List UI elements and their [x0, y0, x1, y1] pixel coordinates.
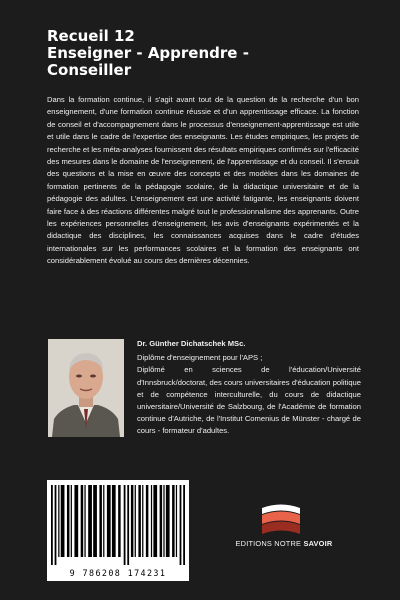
barcode-bar: [61, 485, 65, 557]
barcode-bar: [51, 485, 53, 565]
book-title: [47, 28, 367, 79]
isbn-digits: 9 786208 174231: [69, 568, 167, 578]
author-bio: Diplômé en sciences de l'éducation/Université d'Innsbruck/doctorat, des cours universitaires d'éducation politique et de compétence interculturelle, du cours de didactique universitaire/Université de Salzbourg, de l'Académie de formation continue d'Autriche, de l'Institut Comenius de Münster - chargé de cours - formateur d'adultes.: [137, 365, 361, 436]
publisher-name: [224, 539, 344, 548]
barcode-bar: [81, 485, 84, 557]
barcode-bar: [103, 485, 104, 557]
barcode-bar: [142, 485, 143, 557]
barcode-bar: [138, 485, 141, 557]
barcode-bar: [58, 485, 59, 557]
author-portrait-image: [48, 339, 124, 437]
author-photo: [48, 339, 124, 437]
barcode-bar: [180, 485, 182, 565]
barcode-bar: [172, 485, 175, 557]
barcode-bar: [163, 485, 164, 557]
barcode-bar: [118, 485, 121, 557]
barcode-bar: [153, 485, 157, 557]
author-diploma: Diplôme d'enseignement pour l'APS ;: [137, 353, 263, 363]
publisher-logo-icon: [258, 502, 304, 536]
barcode-bar: [112, 485, 116, 557]
publisher-name-regular: EDITIONS NOTRE: [235, 539, 304, 548]
barcode-bar: [146, 485, 149, 557]
author-info: [137, 338, 361, 438]
barcode-bar: [67, 485, 70, 557]
title-line-1: Recueil 12: [47, 27, 135, 45]
barcode-bar: [176, 485, 177, 557]
barcode-bar: [183, 485, 185, 565]
publisher-name-bold: SAVOIR: [303, 539, 333, 548]
author-name: Dr. Günther Dichatschek MSc.: [137, 339, 246, 348]
barcode-bar: [160, 485, 163, 557]
barcode-bar: [166, 485, 170, 557]
barcode-bar: [124, 485, 126, 565]
barcode-bar: [93, 485, 97, 557]
barcode-bar: [84, 485, 85, 557]
barcode-bar: [71, 485, 72, 557]
barcode-bars: [51, 485, 185, 565]
barcode-bar: [74, 485, 78, 557]
title-line-2: Enseigner - Apprendre -: [47, 44, 249, 62]
barcode-bar: [131, 485, 134, 557]
barcode-bar: [55, 485, 57, 565]
isbn-barcode: [47, 480, 189, 581]
book-summary: Dans la formation continue, il s'agit avant tout de la question de la recherche d'un bon enseignement, d'une formation continue réussie et d'un apprentissage efficace. La fonction de conseil et d'accompagnement dans le processus d'enseignement-apprentissage est utile et utile dans le cadre de l'expertise des enseignants. Les études empiriques, les projets de recherche et les méta-analyses fournissent des résultats empiriques confirmés sur l'efficacité des mesures dans le domaine de l'enseignement, de l'apprentissage et du conseil. Il s'ensuit des questions et la mise en œuvre des concepts et des modèles dans les domaines de formation pertinents de la pédagogie scolaire, de la didactique universitaire et de la pédagogie des adultes. L'enseignement est une activité fatigante, les enseignants doivent faire face à des réactions différentes malgré tout le professionnalisme des apprenants. Outre les expériences personnelles d'enseignement, les avis d'enseignants expérimentés et la didactique des disciplines, les connaissances acquises dans le cadre d'études internationales sur les performances scolaires et la formation des enseignants ont considérablement évolué au cours des dernières décennies.: [47, 95, 359, 266]
barcode-bar: [107, 485, 111, 557]
barcode-bar: [99, 485, 102, 557]
barcode-bar: [127, 485, 129, 565]
barcode-bar: [151, 485, 152, 557]
title-line-3: Conseiller: [47, 61, 132, 79]
barcode-bar: [135, 485, 136, 557]
barcode-bar: [88, 485, 92, 557]
